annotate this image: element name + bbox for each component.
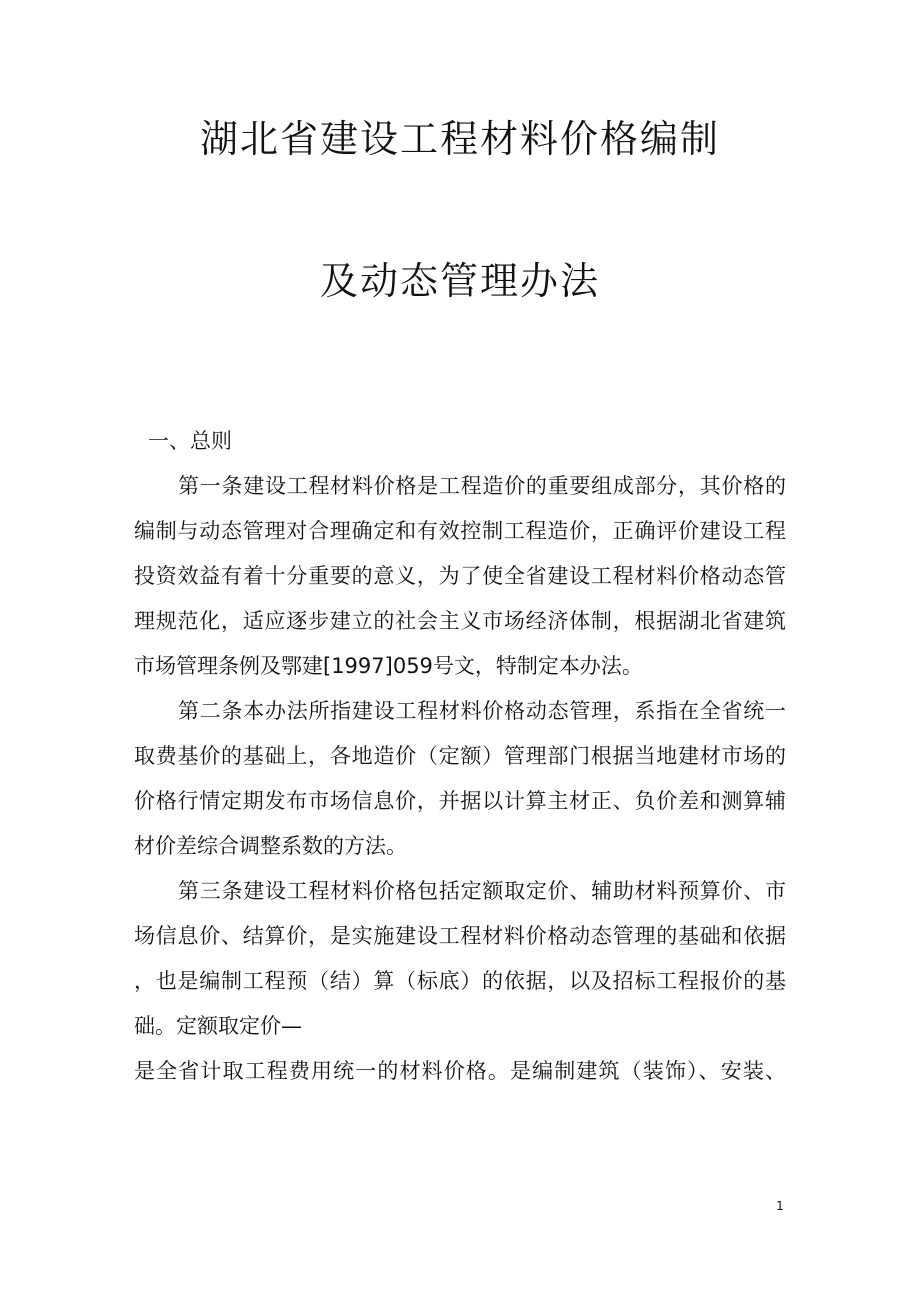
article-2-line-3: 价格行情定期发布市场信息价，并据以计算主材正、负价差和测算辅 bbox=[134, 789, 786, 813]
page-number: 1 bbox=[776, 1199, 784, 1213]
article-1-line-5: 市场管理条例及鄂建[1997]059号文，特制定本办法。 bbox=[134, 654, 643, 678]
article-3-line-2: 场信息价、结算价，是实施建设工程材料价格动态管理的基础和依据 bbox=[134, 924, 786, 948]
document-title-line-1: 湖北省建设工程材料价格编制 bbox=[199, 117, 720, 161]
article-3-line-5: 是全省计取工程费用统一的材料价格。是编制建筑（装饰）、安装、 bbox=[134, 1059, 786, 1083]
article-1-line-1: 第一条建设工程材料价格是工程造价的重要组成部分，其价格的 bbox=[178, 474, 786, 498]
document-title-line-2: 及动态管理办法 bbox=[319, 259, 600, 303]
article-1-line-4: 理规范化，适应逐步建立的社会主义市场经济体制，根据湖北省建筑 bbox=[134, 609, 786, 633]
article-3-line-3: ，也是编制工程预（结）算（标底）的依据，以及招标工程报价的基 bbox=[134, 969, 786, 993]
article-1-line-2: 编制与动态管理对合理确定和有效控制工程造价，正确评价建设工程 bbox=[134, 519, 786, 543]
article-1-line-3: 投资效益有着十分重要的意义，为了使全省建设工程材料价格动态管 bbox=[134, 564, 786, 588]
article-3-line-1: 第三条建设工程材料价格包括定额取定价、辅助材料预算价、市 bbox=[178, 879, 786, 903]
article-3-line-4: 础。定额取定价— bbox=[134, 1014, 302, 1038]
article-2-line-4: 材价差综合调整系数的方法。 bbox=[134, 834, 407, 858]
section-heading: 一、总则 bbox=[148, 429, 232, 453]
article-2-line-1: 第二条本办法所指建设工程材料价格动态管理，系指在全省统一 bbox=[178, 699, 786, 723]
document-body bbox=[134, 419, 786, 1094]
article-2-line-2: 取费基价的基础上，各地造价（定额）管理部门根据当地建材市场的 bbox=[134, 744, 786, 768]
